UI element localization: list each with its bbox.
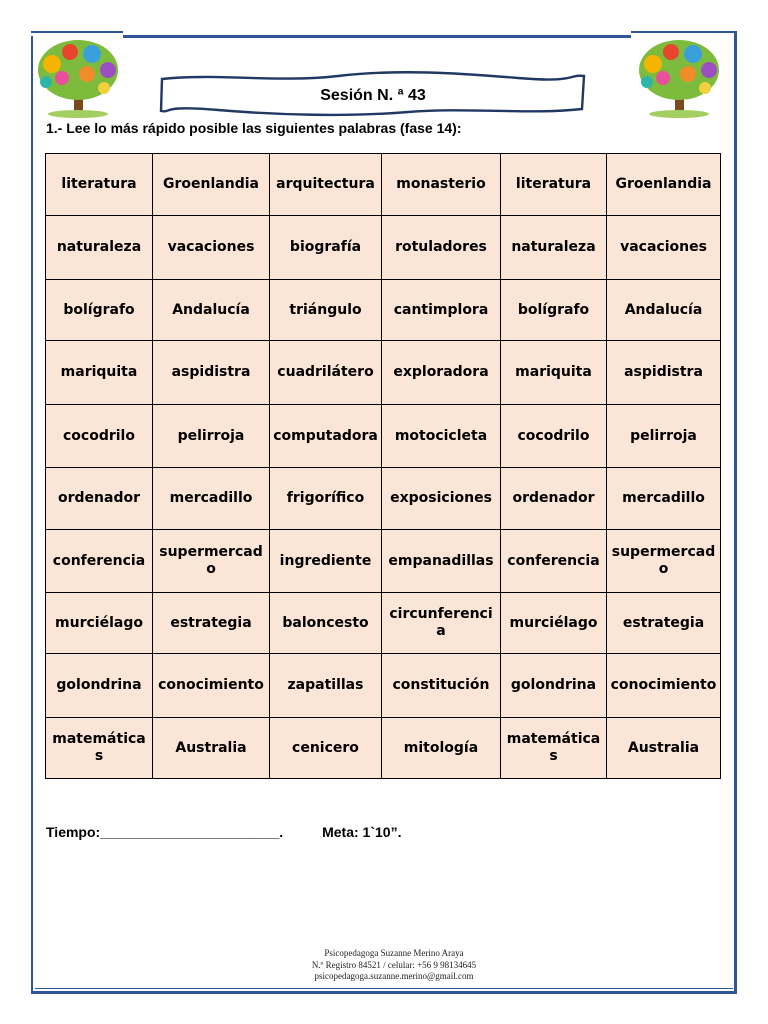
- word-cell: motocicleta: [382, 405, 501, 468]
- word-cell: empanadillas: [382, 530, 501, 593]
- word-cell: conferencia: [501, 530, 607, 593]
- meta-text: Meta: 1`10”.: [322, 824, 402, 840]
- word-cell: murciélago: [46, 593, 153, 654]
- word-cell: aspidistra: [607, 341, 721, 405]
- footer-line: [46, 824, 401, 840]
- table-row: [46, 654, 721, 718]
- word-cell: monasterio: [382, 154, 501, 216]
- word-cell: bolígrafo: [501, 280, 607, 341]
- word-cell: constitución: [382, 654, 501, 718]
- word-cell: conferencia: [46, 530, 153, 593]
- table-row: [46, 718, 721, 779]
- word-cell: ingrediente: [270, 530, 382, 593]
- word-cell: supermercado: [607, 530, 721, 593]
- word-cell: mariquita: [501, 341, 607, 405]
- word-cell: literatura: [46, 154, 153, 216]
- word-cell: biografía: [270, 216, 382, 280]
- word-cell: pelirroja: [153, 405, 270, 468]
- table-row: [46, 593, 721, 654]
- table-row: [46, 341, 721, 405]
- tree-icon: [32, 34, 124, 120]
- credits-line: Psicopedagoga Suzanne Merino Araya: [324, 948, 464, 958]
- word-cell: Andalucía: [607, 280, 721, 341]
- credits: [0, 948, 768, 983]
- word-cell: circunferencia: [382, 593, 501, 654]
- word-cell: conocimiento: [607, 654, 721, 718]
- instruction-text: 1.- Lee lo más rápido posible las siguientes palabras (fase 14):: [46, 120, 462, 136]
- word-cell: triángulo: [270, 280, 382, 341]
- word-cell: bolígrafo: [46, 280, 153, 341]
- word-cell: arquitectura: [270, 154, 382, 216]
- word-cell: Australia: [153, 718, 270, 779]
- tiempo-label: Tiempo:: [46, 824, 101, 840]
- word-cell: ordenador: [46, 468, 153, 530]
- word-cell: naturaleza: [46, 216, 153, 280]
- word-cell: cocodrilo: [501, 405, 607, 468]
- word-cell: vacaciones: [607, 216, 721, 280]
- word-cell: naturaleza: [501, 216, 607, 280]
- page-border-top: [31, 31, 123, 33]
- word-cell: murciélago: [501, 593, 607, 654]
- word-cell: pelirroja: [607, 405, 721, 468]
- word-cell: golondrina: [46, 654, 153, 718]
- word-cell: matemáticas: [46, 718, 153, 779]
- word-cell: frigorífico: [270, 468, 382, 530]
- word-cell: exploradora: [382, 341, 501, 405]
- word-cell: estrategia: [607, 593, 721, 654]
- word-cell: aspidistra: [153, 341, 270, 405]
- word-cell: baloncesto: [270, 593, 382, 654]
- word-cell: computadora: [270, 405, 382, 468]
- table-row: [46, 530, 721, 593]
- word-cell: supermercado: [153, 530, 270, 593]
- table-row: [46, 154, 721, 216]
- word-cell: mitología: [382, 718, 501, 779]
- word-cell: Australia: [607, 718, 721, 779]
- word-cell: vacaciones: [153, 216, 270, 280]
- table-row: [46, 468, 721, 530]
- word-cell: ordenador: [501, 468, 607, 530]
- word-cell: mercadillo: [607, 468, 721, 530]
- tree-icon: [633, 34, 725, 120]
- word-table: [45, 153, 721, 779]
- page-title: Sesión N. ª 43: [320, 87, 426, 104]
- word-cell: golondrina: [501, 654, 607, 718]
- word-cell: mariquita: [46, 341, 153, 405]
- table-row: [46, 216, 721, 280]
- credits-line: psicopedagoga.suzanne.merino@gmail.com: [314, 971, 474, 981]
- word-cell: matemáticas: [501, 718, 607, 779]
- word-cell: conocimiento: [153, 654, 270, 718]
- page-border-left: [31, 36, 33, 994]
- word-cell: cocodrilo: [46, 405, 153, 468]
- word-cell: cenicero: [270, 718, 382, 779]
- tiempo-blank: _______________________.: [100, 824, 284, 840]
- table-row: [46, 280, 721, 341]
- word-cell: cuadrilátero: [270, 341, 382, 405]
- word-cell: zapatillas: [270, 654, 382, 718]
- word-cell: rotuladores: [382, 216, 501, 280]
- word-cell: estrategia: [153, 593, 270, 654]
- page-border-bottom-inner: [35, 988, 733, 989]
- word-cell: Andalucía: [153, 280, 270, 341]
- credits-line: N.º Registro 84521 / celular: +56 9 98134645: [311, 959, 477, 970]
- word-cell: mercadillo: [153, 468, 270, 530]
- word-cell: Groenlandia: [607, 154, 721, 216]
- word-cell: literatura: [501, 154, 607, 216]
- word-cell: cantimplora: [382, 280, 501, 341]
- word-cell: exposiciones: [382, 468, 501, 530]
- page-border-top: [123, 35, 631, 38]
- page-border-top: [631, 31, 737, 33]
- word-cell: Groenlandia: [153, 154, 270, 216]
- table-row: [46, 405, 721, 468]
